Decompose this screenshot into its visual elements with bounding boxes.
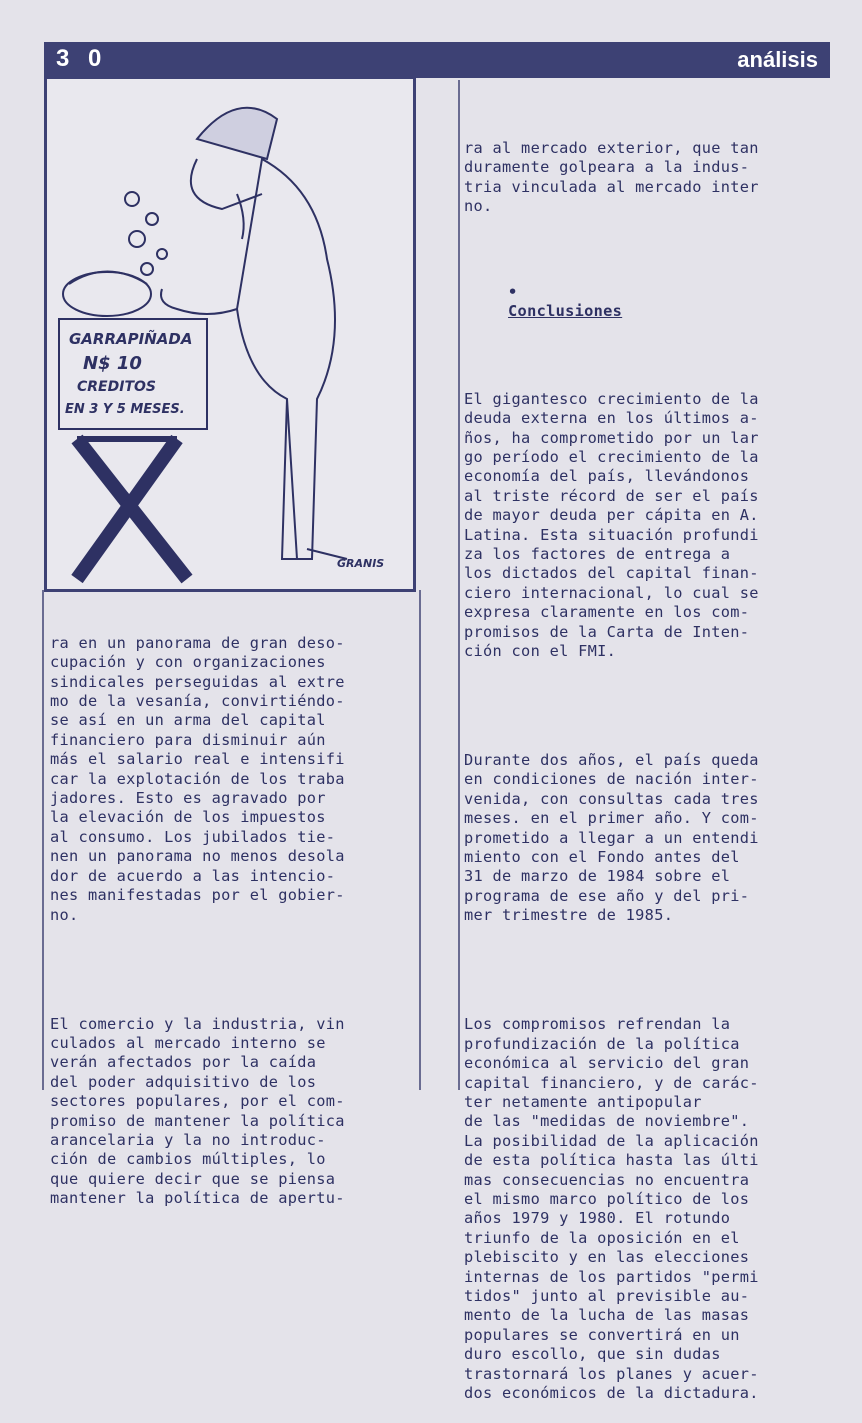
right-paragraph-0: ra al mercado exterior, que tan duramente golpeara a la indus- tria vinculada al mercado inter no. xyxy=(464,138,759,216)
cart-sign-line2: N$ 10 xyxy=(83,353,142,374)
right-paragraph-1: El gigantesco crecimiento de la deuda externa en los últimos a- ños, ha comprometido por un lar go período el crecimiento de la economía del país, llevándonos al triste récord de ser el país de mayor deuda per cápita en A. Latina. Esta situación profundi za los factores de entrega a los dictados del capital finan- ciero internacional, lo cual se expresa claramente en los com- promisos de la Carta de Inten- ción con el FMI. xyxy=(464,389,759,660)
cartoon-illustration xyxy=(44,76,416,592)
bubble xyxy=(129,231,145,247)
column-rule-middle xyxy=(419,590,421,1090)
bubble xyxy=(125,192,139,206)
column-rule-right xyxy=(458,80,460,1090)
heading-text: Conclusiones xyxy=(508,302,623,321)
bubble xyxy=(157,249,167,259)
page-number: 3 0 xyxy=(56,45,108,72)
conclusions-heading xyxy=(470,263,830,341)
right-paragraph-2: Durante dos años, el país queda en condiciones de nación inter- venida, con consultas cada tres meses. en el primer año. Y com- prometido a llegar a un entendi miento con el Fondo antes del 31 de marzo de 1984 sobre el programa de ese año y del pri- mer trimestre de 1985. xyxy=(464,751,759,925)
cart-sign-line3: CREDITOS xyxy=(77,379,156,395)
cart-sign-line1: GARRAPIÑADA xyxy=(69,330,193,348)
left-paragraph-1: ra en un panorama de gran deso- cupación y con organizaciones sindicales perseguidas al extre mo de la vesanía, convirtiéndo- se así en un arma del capital financiero para disminuir aún más el salario real e intensifi car la explotación de los traba jadores. Esto es agravado por la elevación de los impuestos al consumo. Los jubilados tie- nen un panorama no menos desola dor de acuerdo a las intencio- nes manifestadas por el gobier- no. xyxy=(50,633,345,924)
right-paragraph-3: Los compromisos refrendan la profundización de la política económica al servicio del gran capital financiero, y de carác- ter netamente antipopular de las "medidas de noviembre". La posibilidad de la aplicación de esta política hasta las últi mas consecuencias no encuentra el mismo marco político de los años 1979 y 1980. El rotundo triunfo de la oposición en el plebiscito y en las elecciones internas de los partidos "permi tidos" junto al previsible au- mento de la lucha de las masas populares se convertirá en un duro escollo, que sin dudas trastornará los planes y acuer- dos económicos de la dictadura. xyxy=(464,1015,759,1402)
cartoon-drawing xyxy=(47,79,413,589)
bubble xyxy=(146,213,158,225)
heading-bullet: • xyxy=(508,282,518,301)
figure-face xyxy=(191,159,262,209)
figure-arm xyxy=(161,289,237,314)
cart-sign-line4: EN 3 Y 5 MESES. xyxy=(65,402,185,417)
artist-signature: GRANIS xyxy=(337,557,385,570)
right-text-column xyxy=(464,100,830,1423)
section-title: análisis xyxy=(737,47,818,72)
column-rule-left xyxy=(42,590,44,1090)
left-paragraph-2: El comercio y la industria, vin culados al mercado interno se verán afectados por la caída del poder adquisitivo de los sectores populares, por el com- promiso de mantener la política arancelaria y la no introduc- ción de cambios múltiples, lo que quiere decir que se piensa mantener la política de apertu- xyxy=(50,1014,345,1208)
figure-hat xyxy=(197,108,277,159)
left-text-column xyxy=(50,595,416,1228)
figure-body xyxy=(237,159,335,559)
page-header-bar xyxy=(44,42,830,78)
bubble xyxy=(141,263,153,275)
